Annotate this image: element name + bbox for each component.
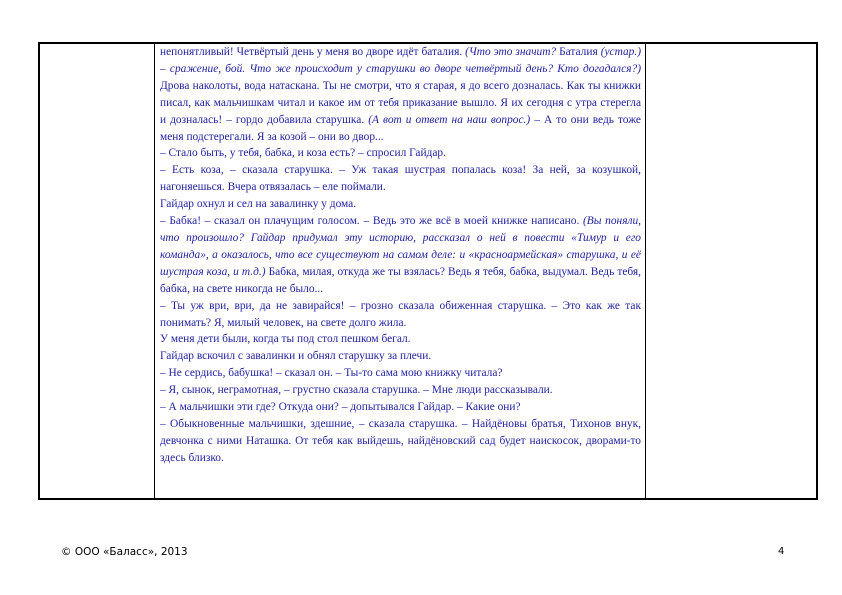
paragraph: Гайдар охнул и сел на завалинку у дома. (160, 198, 357, 211)
story-text-cell (160, 44, 641, 467)
paragraph: – Ты уж ври, ври, да не завирайся! – грозно сказала обиженная старушка. – Это как же так понимать? Я, милый человек, на свете долго жила. (160, 299, 641, 329)
footer-copyright: © ООО «Баласс», 2013 (61, 546, 188, 558)
column-divider-right (645, 42, 646, 499)
paragraph: У меня дети были, когда ты под стол пешком бегал. (160, 333, 411, 346)
paragraph: – Бабка! – сказал он плачущим голосом. – Ведь это же всё в моей книжке написано. (Вы поняли, что произошло? Гайдар придумал эту историю, рассказал о ней в повести «Тимур и его команда», а оказалось, что все существуют на самом деле: и «красноармейская» старушка, и её шустрая коза, и т.д.) Бабка, милая, откуда же ты взялась? Ведь я тебя, бабка, выдумал. Ведь тебя, бабка, на свете никогда не было... (160, 215, 641, 295)
paragraph: – А мальчишки эти где? Откуда они? – допытывался Гайдар. – Какие они? (160, 401, 521, 414)
paragraph: – Обыкновенные мальчишки, здешние, – сказала старушка. – Найдёновы братья, Тихонов внук, девчонка с ними Наташка. От тебя как выйдешь, найдёновский сад будет наискосок, дворами-то здесь близко. (160, 417, 641, 464)
paragraph: непонятливый! Четвёртый день у меня во дворе идёт баталия. (Что это значит? Баталия (устар.) – сражение, бой. Что же происходит у старушки во дворе четвёртый день? Кто догадался?) Дрова наколоты, вода натаскана. Ты не смотри, что я старая, я до всего дозналась. Как ты книжки писал, как мальчишкам читал и какое им от тебя приказание вышло. Я их сегодня с утра стерегла и дозналась! – гордо добавила старушка. (А вот и ответ на наш вопрос.) – А то они ведь тоже меня подстерегали. Я за козой – они во двор... (160, 46, 641, 143)
table-bottom-border (38, 498, 818, 500)
paragraph: – Не сердись, бабушка! – сказал он. – Ты-то сама мою книжку читала? (160, 367, 503, 380)
paragraph: Гайдар вскочил с завалинки и обнял старушку за плечи. (160, 350, 432, 363)
paragraph: – Я, сынок, неграмотная, – грустно сказала старушка. – Мне люди рассказывали. (160, 384, 553, 397)
page-number: 4 (778, 546, 785, 557)
paragraph: – Есть коза, – сказала старушка. – Уж такая шустрая попалась коза! За ней, за козушкой, нагоняешься. Вчера отвязалась – еле поймали. (160, 164, 641, 194)
paragraph: – Стало быть, у тебя, бабка, и коза есть? – спросил Гайдар. (160, 147, 446, 160)
column-divider-left (154, 42, 155, 499)
